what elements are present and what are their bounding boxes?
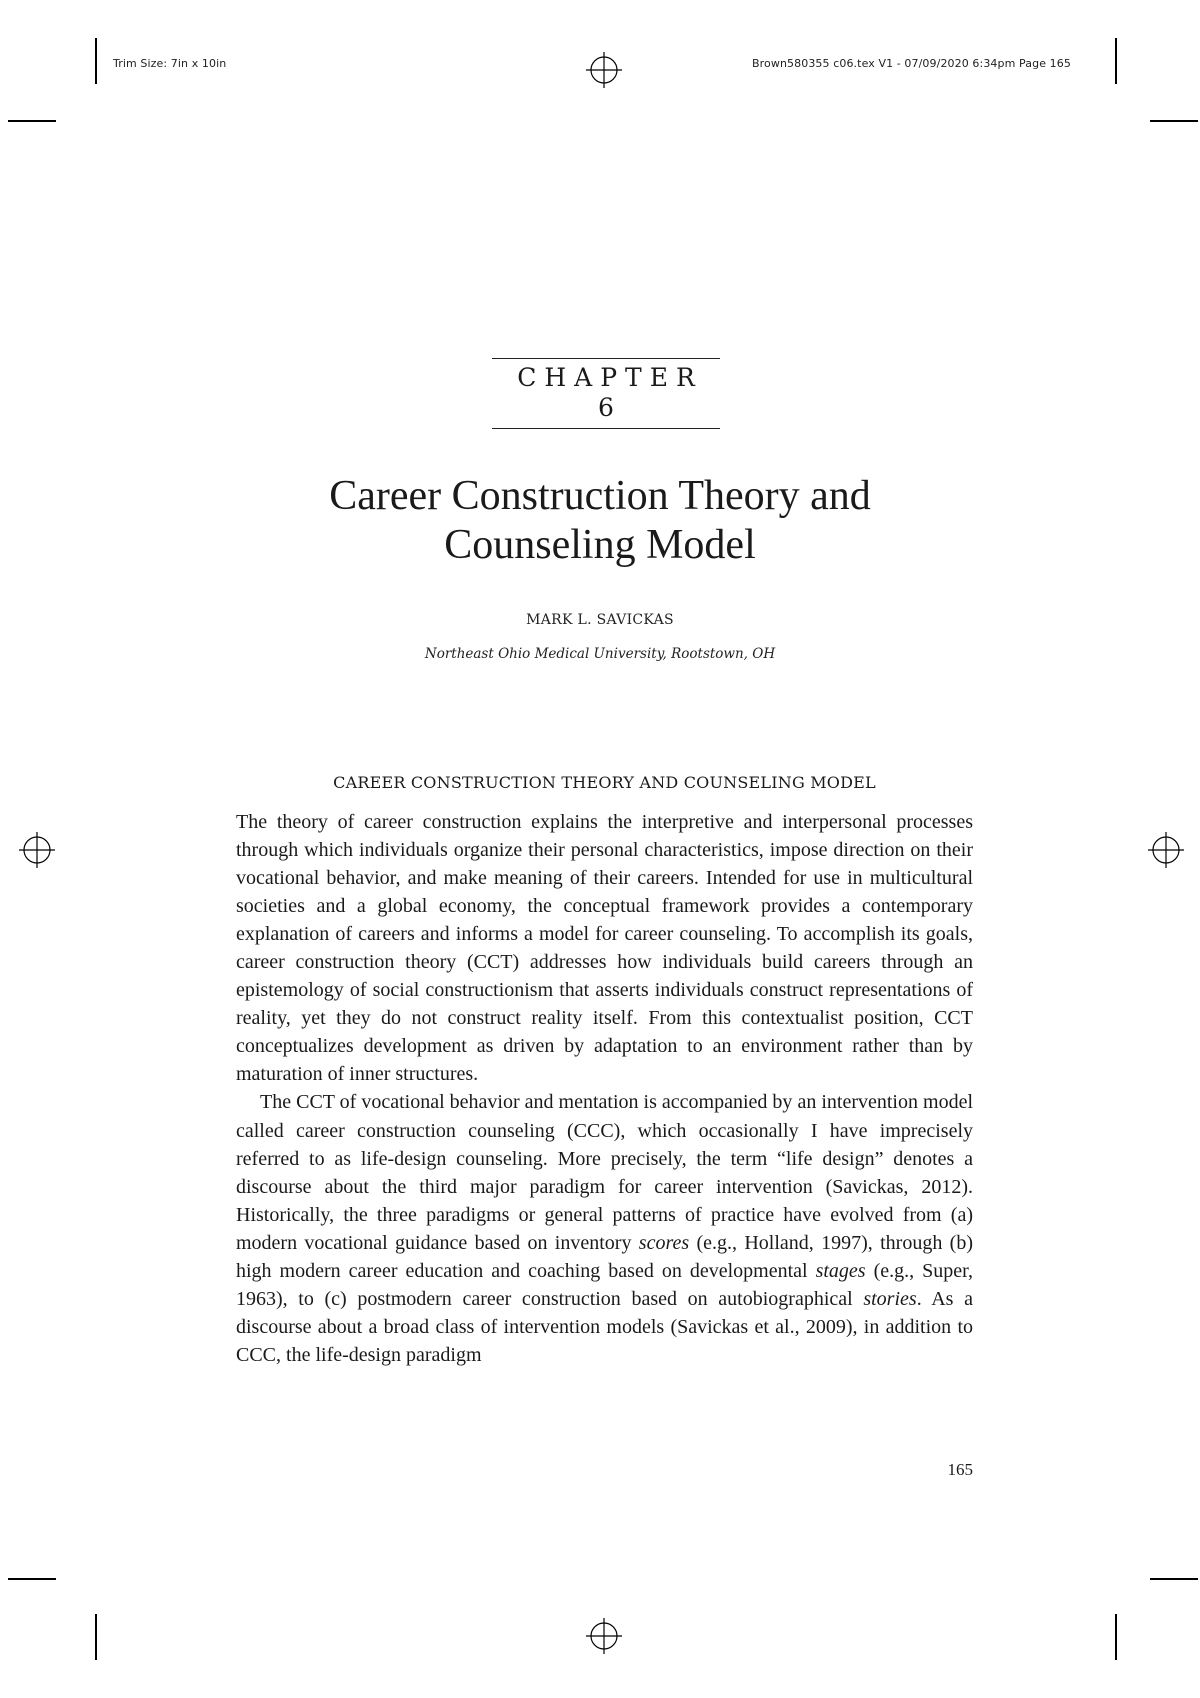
crop-mark (8, 1578, 56, 1580)
registration-mark-icon (584, 50, 624, 90)
registration-mark-icon (1146, 830, 1186, 870)
author-name: MARK L. SAVICKAS (526, 612, 674, 628)
page-number: 165 (947, 1460, 973, 1479)
chapter-label: CHAPTER 6 (492, 358, 720, 429)
crop-mark (1115, 38, 1117, 84)
paragraph: The CCT of vocational behavior and mentation is accompanied by an intervention model called career construction counseling (CCC), which occasionally I have imprecisely referred to as life-design counseling. More precisely, the term “life design” denotes a discourse about the third major paradigm for career intervention (Savickas, 2012). Historically, the three paradigms or general patterns of practice have evolved from (a) modern vocational guidance based on inventory scores (e.g., Holland, 1997), through (b) high modern career education and coaching based on developmental stages (e.g., Super, 1963), to (c) postmodern career construction based on autobiographical stories. As a discourse about a broad class of intervention models (Savickas et al., 2009), in addition to CCC, the life-design paradigm (236, 1091, 973, 1366)
crop-mark (95, 1614, 97, 1660)
crop-mark (95, 38, 97, 84)
crop-mark (1150, 120, 1198, 122)
author-affiliation: Northeast Ohio Medical University, Rootstown, OH (424, 646, 776, 662)
crop-mark (1150, 1578, 1198, 1580)
crop-mark (1115, 1614, 1117, 1660)
section-heading: CAREER CONSTRUCTION THEORY AND COUNSELING MODEL (333, 773, 876, 792)
registration-mark-icon (584, 1616, 624, 1656)
trim-size-slug: Trim Size: 7in x 10in (113, 57, 227, 70)
chapter-title: Career Construction Theory and Counseling Model (329, 473, 871, 568)
registration-mark-icon (17, 830, 57, 870)
crop-mark (8, 120, 56, 122)
paragraph: The theory of career construction explains the interpretive and interpersonal processes through which individuals organize their personal characteristics, impose direction on their vocational behavior, and make meaning of their careers. Intended for use in multicultural societies and a global economy, the conceptual framework provides a contemporary explanation of careers and informs a model for career counseling. To accomplish its goals, career construction theory (CCT) addresses how individuals build careers through an epistemology of social constructionism that asserts individuals construct representations of reality, yet they do not construct reality itself. From this contextualist position, CCT conceptualizes development as driven by adaptation to an environment rather than by maturation of inner structures. (236, 811, 973, 1086)
file-info-slug: Brown580355 c06.tex V1 - 07/09/2020 6:34pm Page 165 (752, 57, 1071, 70)
body-text (236, 808, 973, 1369)
